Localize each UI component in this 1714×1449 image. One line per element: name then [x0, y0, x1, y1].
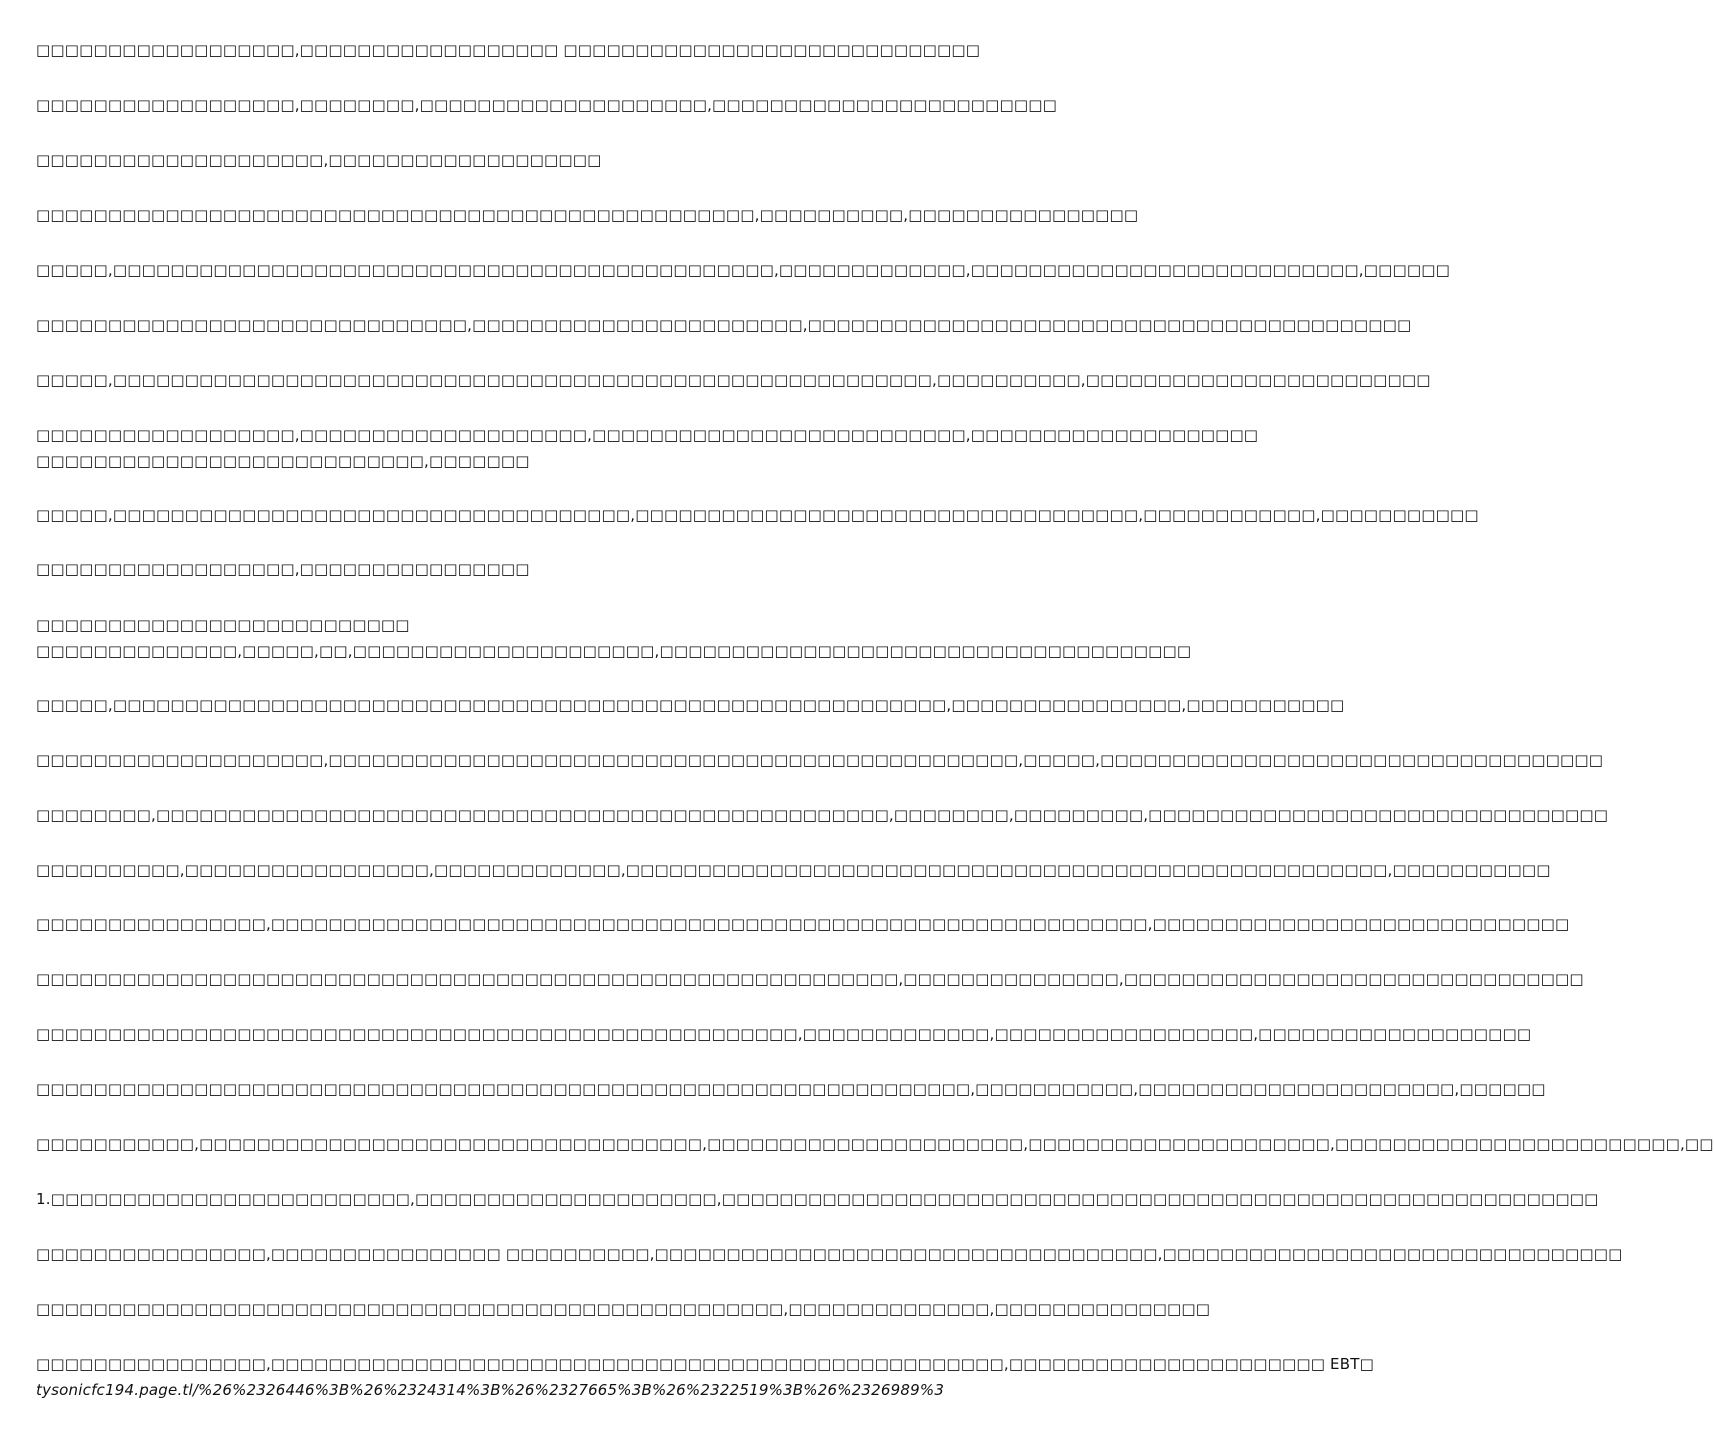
- paragraph-3: □□□□□□□□□□□□□□□□□□□□,□□□□□□□□□□□□□□□□□□□: [36, 151, 602, 169]
- paragraph-5: □□□□□,□□□□□□□□□□□□□□□□□□□□□□□□□□□□□□□□□□□□□□□□□□□□□□,□□□□□□□□□□□□□,□□□□□□□□□□□□□□□□□□□□□□□□□□□,□□□□□□: [36, 261, 1450, 279]
- paragraph-14: □□□□□□□□,□□□□□□□□□□□□□□□□□□□□□□□□□□□□□□□□□□□□□□□□□□□□□□□□□□□,□□□□□□□□,□□□□□□□□□,□□□□□□□□□□□□□□□□□□□□□□□□□□□□□□□□: [36, 806, 1609, 824]
- paragraph-22: □□□□□□□□□□□□□□□□,□□□□□□□□□□□□□□□□ □□□□□□□□□□,□□□□□□□□□□□□□□□□□□□□□□□□□□□□□□□□□□□,□□□□□□□□□□□□□□□□□□□□□□□□□□□□□□□□: [36, 1245, 1623, 1263]
- paragraph-21: 1.□□□□□□□□□□□□□□□□□□□□□□□□□,□□□□□□□□□□□□□□□□□□□□□,□□□□□□□□□□□□□□□□□□□□□□□□□□□□□□□□□□□□□□□□□□□□□□□□□□□□□□□□□□□□□: [36, 1190, 1599, 1208]
- paragraph-4: □□□□□□□□□□□□□□□□□□□□□□□□□□□□□□□□□□□□□□□□□□□□□□□□□□,□□□□□□□□□□,□□□□□□□□□□□□□□□□: [36, 206, 1139, 224]
- paragraph-12: □□□□□,□□□□□□□□□□□□□□□□□□□□□□□□□□□□□□□□□□□□□□□□□□□□□□□□□□□□□□□□□□,□□□□□□□□□□□□□□□□,□□□□□□□□□□□: [36, 696, 1345, 714]
- paragraph-15: □□□□□□□□□□,□□□□□□□□□□□□□□□□□,□□□□□□□□□□□□□,□□□□□□□□□□□□□□□□□□□□□□□□□□□□□□□□□□□□□□□□□□□□□□□□□□□□□,□□□□□□□□□□□: [36, 861, 1551, 879]
- page-link[interactable]: tysonicfc194.page.tl/%26%2326446%3B%26%2324314%3B%26%2327665%3B%26%2322519%3B%26%2326989%3: [36, 1381, 945, 1399]
- paragraph-13: □□□□□□□□□□□□□□□□□□□□,□□□□□□□□□□□□□□□□□□□□□□□□□□□□□□□□□□□□□□□□□□□□□□□□,□□□□□,□□□□□□□□□□□□□□□□□□□□□□□□□□□□□□□□□□□: [36, 751, 1604, 769]
- paragraph-16: □□□□□□□□□□□□□□□□,□□□□□□□□□□□□□□□□□□□□□□□□□□□□□□□□□□□□□□□□□□□□□□□□□□□□□□□□□□□□□,□□□□□□□□□□□□□□□□□□□□□□□□□□□□□: [36, 915, 1570, 933]
- paragraph-9: □□□□□,□□□□□□□□□□□□□□□□□□□□□□□□□□□□□□□□□□□□,□□□□□□□□□□□□□□□□□□□□□□□□□□□□□□□□□□□,□□□□□□□□□□□□,□□□□□□□□□□□: [36, 506, 1479, 524]
- paragraph-1: □□□□□□□□□□□□□□□□□□,□□□□□□□□□□□□□□□□□□ □□□□□□□□□□□□□□□□□□□□□□□□□□□□□: [36, 41, 981, 59]
- paragraph-8: □□□□□□□□□□□□□□□□□□,□□□□□□□□□□□□□□□□□□□□,□□□□□□□□□□□□□□□□□□□□□□□□□□,□□□□□□□□□□□□□□□□□□□□ □□□□□□□□□□□□□□□□□□□□□□□□□□□,□□□□□□□: [36, 426, 1259, 470]
- paragraph-7: □□□□□,□□□□□□□□□□□□□□□□□□□□□□□□□□□□□□□□□□□□□□□□□□□□□□□□□□□□□□□□□,□□□□□□□□□□,□□□□□□□□□□□□□□□□□□□□□□□□: [36, 371, 1431, 389]
- paragraph-24: □□□□□□□□□□□□□□□□,□□□□□□□□□□□□□□□□□□□□□□□□□□□□□□□□□□□□□□□□□□□□□□□□□□□,□□□□□□□□□□□□□□□□□□□□□□ EBT□ tysonicfc194.page.tl/%26%2326446%3B%26%2324314%3B%26%2327665%3B%26%2322519%3B%26%2326989%3: [36, 1351, 990, 1403]
- paragraph-17: □□□□□□□□□□□□□□□□□□□□□□□□□□□□□□□□□□□□□□□□□□□□□□□□□□□□□□□□□□□□,□□□□□□□□□□□□□□□,□□□□□□□□□□□□□□□□□□□□□□□□□□□□□□□□: [36, 970, 1584, 988]
- paragraph-19: □□□□□□□□□□□□□□□□□□□□□□□□□□□□□□□□□□□□□□□□□□□□□□□□□□□□□□□□□□□□□□□□□,□□□□□□□□□□□,□□□□□□□□□□□□□□□□□□□□□□,□□□□□□: [36, 1080, 1546, 1098]
- paragraph-23: □□□□□□□□□□□□□□□□□□□□□□□□□□□□□□□□□□□□□□□□□□□□□□□□□□□□,□□□□□□□□□□□□□□,□□□□□□□□□□□□□□□: [36, 1300, 1211, 1318]
- paragraph-11: □□□□□□□□□□□□□□□□□□□□□□□□□□ □□□□□□□□□□□□□□,□□□□□,□□,□□□□□□□□□□□□□□□□□□□□□,□□□□□□□□□□□□□□□□□□□□□□□□□□□□□□□□□□□□□: [36, 616, 1192, 660]
- paragraph-20: □□□□□□□□□□□,□□□□□□□□□□□□□□□□□□□□□□□□□□□□□□□□□□□,□□□□□□□□□□□□□□□□□□□□□□,□□□□□□□□□□□□□□□□□□□□□,□□□□□□□□□□□□□□□□□□□□□□□□,□□: [36, 1135, 1714, 1153]
- paragraph-2: □□□□□□□□□□□□□□□□□□,□□□□□□□□,□□□□□□□□□□□□□□□□□□□□,□□□□□□□□□□□□□□□□□□□□□□□□: [36, 96, 1057, 114]
- paragraph-18: □□□□□□□□□□□□□□□□□□□□□□□□□□□□□□□□□□□□□□□□□□□□□□□□□□□□□,□□□□□□□□□□□□□,□□□□□□□□□□□□□□□□□□,□□□□□□□□□□□□□□□□□□□: [36, 1025, 1532, 1043]
- paragraph-6: □□□□□□□□□□□□□□□□□□□□□□□□□□□□□□,□□□□□□□□□□□□□□□□□□□□□□□,□□□□□□□□□□□□□□□□□□□□□□□□□□□□□□□□□□□□□□□□□□: [36, 316, 1412, 334]
- paragraph-10: □□□□□□□□□□□□□□□□□□,□□□□□□□□□□□□□□□□: [36, 560, 530, 578]
